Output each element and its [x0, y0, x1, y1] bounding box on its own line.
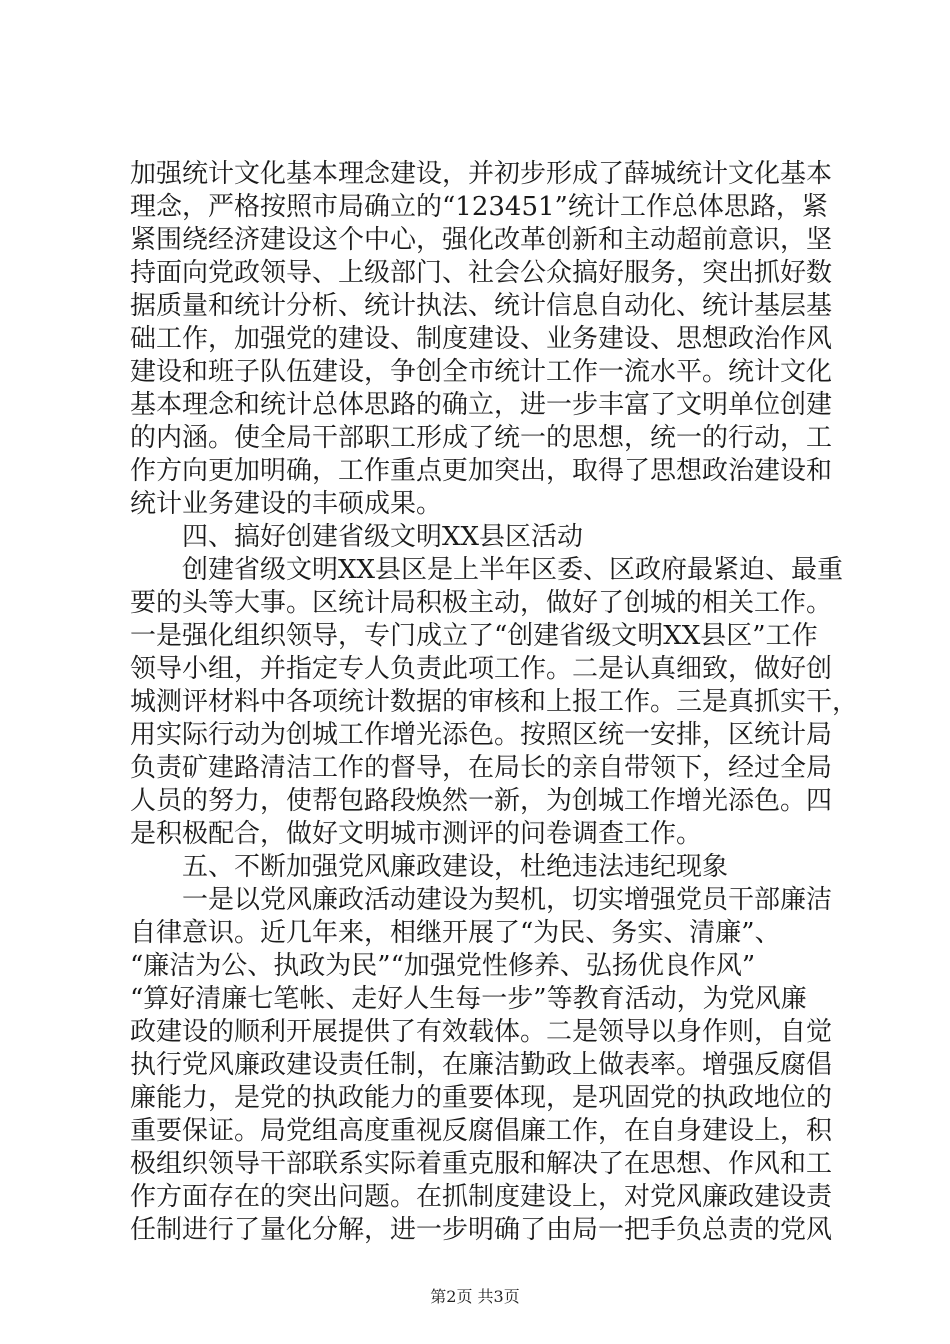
text-line: 廉能力，是党的执政能力的重要体现，是巩固党的执政地位的 [130, 1083, 833, 1113]
section-heading: 四、搞好创建省级文明XX县区活动 [130, 522, 584, 552]
section-heading: 五、不断加强党风廉政建设，杜绝违法违纪现象 [130, 852, 729, 882]
text-line: 作方面存在的突出问题。在抓制度建设上，对党风廉政建设责 [130, 1182, 833, 1212]
text-line: 城测评材料中各项统计数据的审核和上报工作。三是真抓实干， [130, 687, 859, 717]
text-line: 政建设的顺利开展提供了有效载体。二是领导以身作则，自觉 [130, 1017, 833, 1047]
text-line: 领导小组，并指定专人负责此项工作。二是认真细致，做好创 [130, 654, 833, 684]
text-line: 自律意识。近几年来，相继开展了“为民、务实、清廉”、 [130, 918, 781, 948]
text-line: 创建省级文明XX县区是上半年区委、区政府最紧迫、最重 [130, 555, 844, 585]
text-line: 执行党风廉政建设责任制，在廉洁勤政上做表率。增强反腐倡 [130, 1050, 833, 1080]
text-line: 人员的努力，使帮包路段焕然一新，为创城工作增光添色。四 [130, 786, 833, 816]
text-line: 一是强化组织领导，专门成立了“创建省级文明XX县区”工作 [130, 621, 818, 651]
text-line: 础工作，加强党的建设、制度建设、业务建设、思想政治作风 [130, 324, 833, 354]
text-line: 要的头等大事。区统计局积极主动，做好了创城的相关工作。 [130, 588, 833, 618]
text-line: “廉洁为公、执政为民”“加强党性修养、弘扬优良作风” [130, 951, 756, 981]
text-line: 极组织领导干部联系实际着重克服和解决了在思想、作风和工 [130, 1149, 833, 1179]
text-line: 统计业务建设的丰硕成果。 [130, 489, 443, 519]
text-line: 理念，严格按照市局确立的“123451”统计工作总体思路，紧 [130, 192, 828, 222]
text-line: 重要保证。局党组高度重视反腐倡廉工作，在自身建设上，积 [130, 1116, 833, 1146]
text-line: 任制进行了量化分解，进一步明确了由局一把手负总责的党风 [130, 1215, 833, 1245]
text-line: 用实际行动为创城工作增光添色。按照区统一安排，区统计局 [130, 720, 833, 750]
text-line: 的内涵。使全局干部职工形成了统一的思想，统一的行动，工 [130, 423, 833, 453]
text-line: 是积极配合，做好文明城市测评的问卷调查工作。 [130, 819, 703, 849]
text-line: “算好清廉七笔帐、走好人生每一步”等教育活动，为党风廉 [130, 984, 807, 1014]
text-line: 一是以党风廉政活动建设为契机，切实增强党员干部廉洁 [130, 885, 833, 915]
text-line: 加强统计文化基本理念建设，并初步形成了薛城统计文化基本 [130, 159, 833, 189]
document-body [130, 158, 859, 1247]
text-line: 作方向更加明确，工作重点更加突出，取得了思想政治建设和 [130, 456, 833, 486]
text-line: 持面向党政领导、上级部门、社会公众搞好服务，突出抓好数 [130, 258, 833, 288]
text-line: 据质量和统计分析、统计执法、统计信息自动化、统计基层基 [130, 291, 833, 321]
text-line: 紧围绕经济建设这个中心，强化改革创新和主动超前意识，坚 [130, 225, 833, 255]
text-line: 负责矿建路清洁工作的督导，在局长的亲自带领下，经过全局 [130, 753, 833, 783]
text-line: 建设和班子队伍建设，争创全市统计工作一流水平。统计文化 [130, 357, 833, 387]
page-number-footer: 第2页 共3页 [430, 1287, 520, 1306]
text-line: 基本理念和统计总体思路的确立，进一步丰富了文明单位创建 [130, 390, 833, 420]
